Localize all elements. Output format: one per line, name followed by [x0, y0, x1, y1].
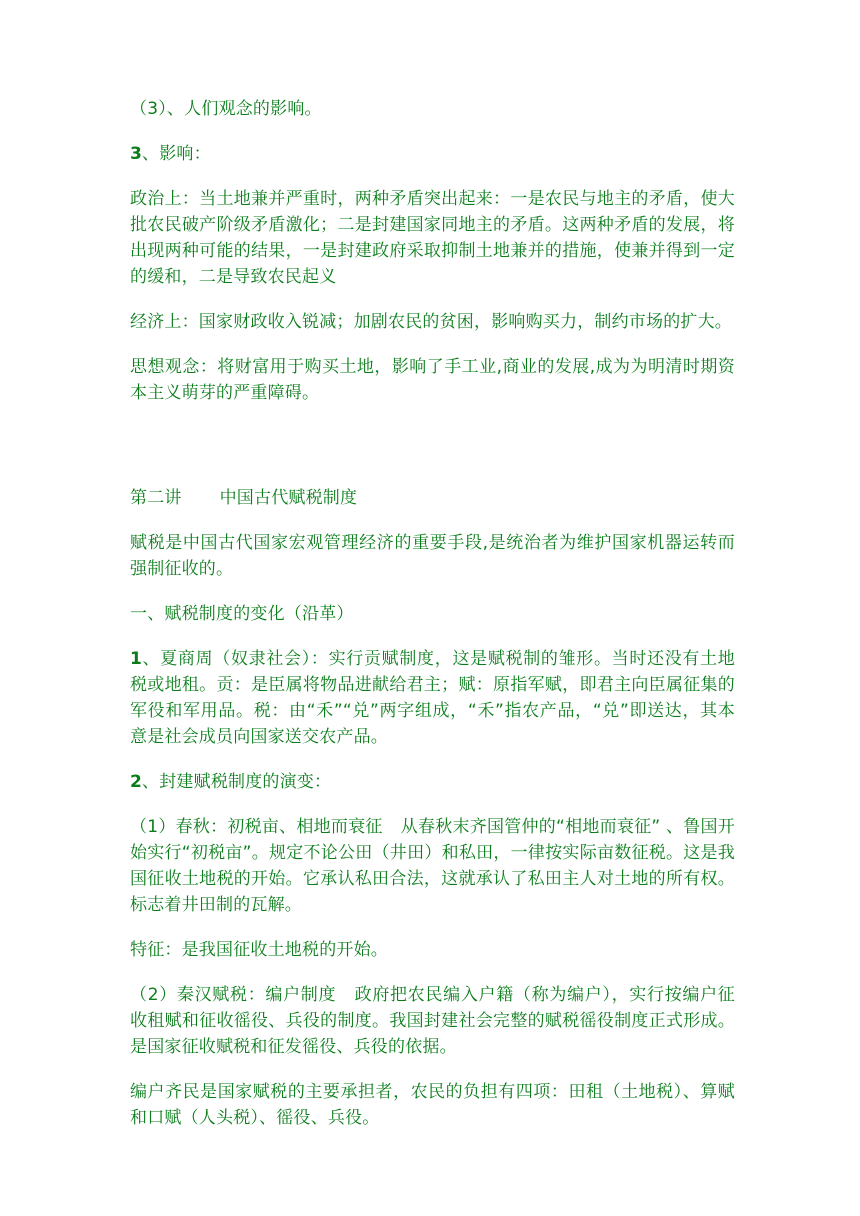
paragraph-ideology: 思想观念：将财富用于购买土地，影响了手工业,商业的发展,成为为明清时期资本主义萌芽的严重障碍。	[130, 357, 735, 403]
paragraph-tax-intro: 赋税是中国古代国家宏观管理经济的重要手段,是统治者为维护国家机器运转而强制征收的。	[130, 533, 735, 579]
lecture-title-line	[130, 485, 735, 511]
paragraph-qin-han-body: 政府把农民编入户籍（称为编户），实行按编户征收租赋和征收徭役、兵役的制度。我国封建社会完整的赋税徭役制度正式形成。是国家征收赋税和征发徭役、兵役的依据。	[130, 985, 735, 1057]
paragraph-people-concepts: （3）、人们观念的影响。	[130, 99, 322, 119]
heading-number: 3	[130, 144, 143, 164]
paragraph-economic: 经济上：国家财政收入锐减；加剧农民的贫困，影响购买力，制约市场的扩大。	[130, 312, 732, 332]
section-heading-tax-changes: 一、赋税制度的变化（沿革）	[130, 604, 354, 624]
paragraph-spring-autumn	[130, 814, 735, 918]
heading-text: 、影响：	[142, 144, 211, 164]
subheading-spring-autumn: （1）春秋：初税亩、相地而衰征	[130, 817, 383, 837]
item-text: 、夏商周（奴隶社会）：实行贡赋制度，这是赋税制的雏形。当时还没有土地税或地租。贡：是臣属将物品进献给君主；赋：原指军赋，即君主向臣属征集的军役和军用品。税：由“禾”“兑”两字组成，“禾”指农产品，“兑”即送达，其本意是社会成员向国家送交农产品。	[130, 649, 735, 747]
paragraph-political: 政治上：当土地兼并严重时，两种矛盾突出起来：一是农民与地主的矛盾，使大批农民破产阶级矛盾激化；二是封建国家同地主的矛盾。这两种矛盾的发展，将出现两种可能的结果，一是封建政府采取抑制土地兼并的措施，使兼并得到一定的缓和，二是导致农民起义	[130, 189, 735, 287]
lecture-title: 中国古代赋税制度	[219, 488, 358, 508]
heading-feudal-tax-evolution	[130, 769, 735, 795]
item-number: 1	[130, 649, 143, 669]
document-body	[130, 96, 735, 1150]
paragraph-spring-autumn-body: 从春秋末齐国管仲的“相地而衰征” 、鲁国开始实行“初税亩”。规定不论公田（井田）和私田，一律按实际亩数征税。这是我国征收土地税的开始。它承认私田合法，这就承认了私田主人对土地的所有权。标志着井田制的瓦解。	[130, 817, 735, 915]
item-text: 、封建赋税制度的演变：	[142, 772, 332, 792]
paragraph-qin-han	[130, 982, 735, 1060]
item-number: 2	[130, 772, 143, 792]
paragraph-xia-shang-zhou	[130, 646, 735, 750]
paragraph-feature: 特征：是我国征收土地税的开始。	[130, 940, 388, 960]
heading-influence	[130, 141, 735, 167]
lecture-label: 第二讲	[130, 488, 182, 508]
subheading-qin-han: （2）秦汉赋税：编户制度	[130, 985, 337, 1005]
paragraph-registered-households: 编户齐民是国家赋税的主要承担者，农民的负担有四项：田租（土地税）、算赋和口赋（人头税）、徭役、兵役。	[130, 1082, 735, 1128]
